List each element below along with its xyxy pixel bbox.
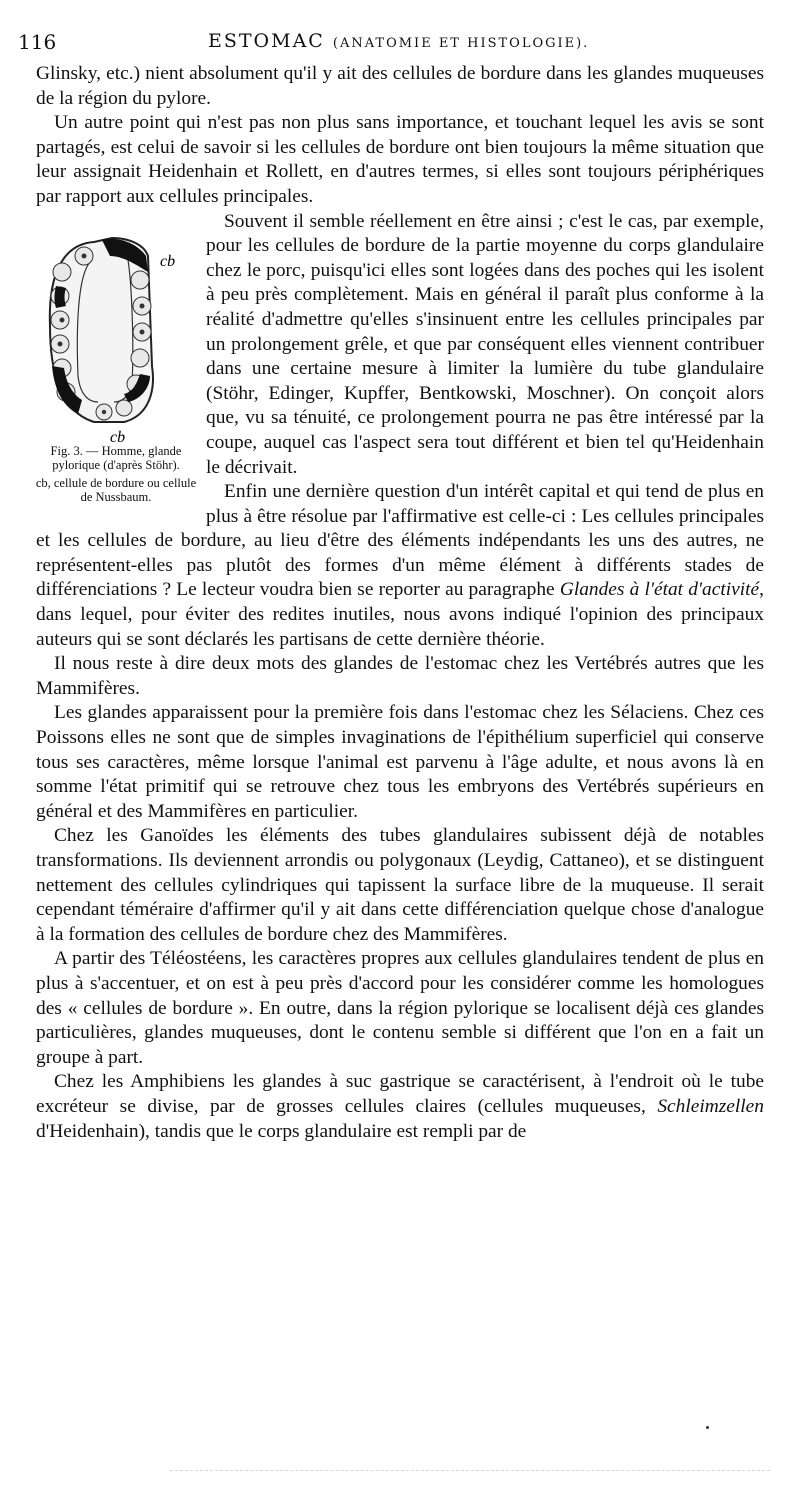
paragraph-4	[36, 480, 764, 652]
page-body	[36, 62, 764, 1144]
pyloric-gland-illustration	[32, 216, 200, 444]
paragraph-9-text: Chez les Amphibiens les glandes à suc gastrique se caractérisent, à l'endroit où le tube excréteur se divise, par de grosses cellules claires (cellules muqueuses,	[36, 1071, 764, 1117]
paragraph-5: Il nous reste à dire deux mots des glandes de l'estomac chez les Vertébrés autres que les Mammifères.	[36, 653, 764, 699]
running-title	[208, 30, 589, 52]
paragraph-4-text-end: , dans lequel, pour éviter des redites inutiles, nous avons indiqué l'opinion des principaux auteurs qui se sont déclarés les partisans de cette dernière théorie.	[36, 579, 764, 650]
figure-caption: Fig. 3. — Homme, glande pylorique (d'après Stöhr).	[50, 443, 182, 472]
paragraph-6: Les glandes apparaissent pour la première fois dans l'estomac chez les Sélaciens. Chez ces Poissons elles ne sont que de simples invaginations de l'épithélium superficiel qui conserve tous ses caractères, même lorsque l'animal est parvenu à l'âge adulte, et nous avons là en somme l'état primitif qui se retrouve chez tous les embryons des Vertébrés supérieurs en général et des Mammifères en particulier.	[36, 702, 764, 822]
bleed-through-line	[170, 1470, 770, 1475]
figure-legend: cb, cellule de bordure ou cellule de Nussbaum.	[35, 475, 197, 504]
paragraph-9	[36, 1070, 764, 1144]
paragraph-8: A partir des Téléostéens, les caractères propres aux cellules glandulaires tendent de plus en plus à s'accentuer, et on est à peu près d'accord pour les considérer comme les homologues des « cellules de bordure ». En outre, dans la région pylorique se localisent déjà ces glandes particulières, glandes muqueuses, dont le contenu semble si différent que l'on en a fait un groupe à part.	[36, 948, 764, 1068]
running-title-main: ESTOMAC	[208, 30, 325, 52]
paragraph-7: Chez les Ganoïdes les éléments des tubes glandulaires subissent déjà de notables transformations. Ils deviennent arrondis ou polygonaux (Leydig, Cattaneo), et se distinguent nettement des cellules cylindriques qui tapissent la surface libre de la muqueuse. Il serait cependant téméraire d'affirmer qu'il y ait dans cette différenciation quelque chose d'analogue à la formation des cellules de bordure chez des Mammifères.	[36, 825, 764, 945]
paragraph-4-text: Enfin une dernière question d'un intérêt capital et qui tend de plus en plus à être résolue par l'affirmative est celle-ci : Les cellules principales et les cellules de bordure, au lieu d'être des éléments indépendants les uns des autres, ne représentent-elles pas plutôt des formes d'un même élément à différents stades de différenciations ? Le lecteur voudra bien se reporter au paragraphe	[36, 481, 764, 601]
figure-label-bottom: cb	[110, 428, 126, 444]
paragraph-2: Un autre point qui n'est pas non plus sans importance, et touchant lequel les avis se sont partagés, est celui de savoir si les cellules de bordure ont bien toujours la même situation que leur assignait Heidenhain et Rollett, en d'autres termes, si elles sont toujours périphériques par rapport aux cellules principales.	[36, 112, 764, 207]
paragraph-9-italic: Schleimzellen	[657, 1095, 764, 1117]
paragraph-4-italic: Glandes à l'état d'activité	[559, 579, 760, 601]
figure-label-top: cb	[160, 252, 176, 270]
paragraph-9-text-end: d'Heidenhain), tandis que le corps glandulaire est rempli par de	[36, 1120, 527, 1142]
running-header	[18, 30, 760, 56]
figure-3	[32, 216, 200, 504]
page-number: 116	[18, 30, 57, 54]
stray-ink-mark	[706, 1426, 709, 1429]
running-title-sub: (ANATOMIE ET HISTOLOGIE).	[332, 36, 590, 51]
paragraph-1: Glinsky, etc.) nient absolument qu'il y ait des cellules de bordure dans les glandes muqueuses de la région du pylore.	[36, 63, 764, 109]
paragraph-3: Souvent il semble réellement en être ainsi ; c'est le cas, par exemple, pour les cellules de bordure de la partie moyenne du corps glandulaire chez le porc, puisqu'ici elles sont logées dans des poches qui les isolent à peu près complètement. Mais en général il paraît plus conforme à la réalité d'admettre qu'elles s'insinuent entre les cellules principales par un prolongement grêle, et que par conséquent elles viennent contribuer dans une certaine mesure à limiter la lumière du tube glandulaire (Stöhr, Edinger, Kupffer, Bentkowski, Moschner). On conçoit alors que, vu sa ténuité, ce prolongement pourra ne pas être intéressé par la coupe, auquel cas l'aspect sera tout différent et bien tel qu'Heidenhain le décrivait.	[206, 210, 764, 478]
